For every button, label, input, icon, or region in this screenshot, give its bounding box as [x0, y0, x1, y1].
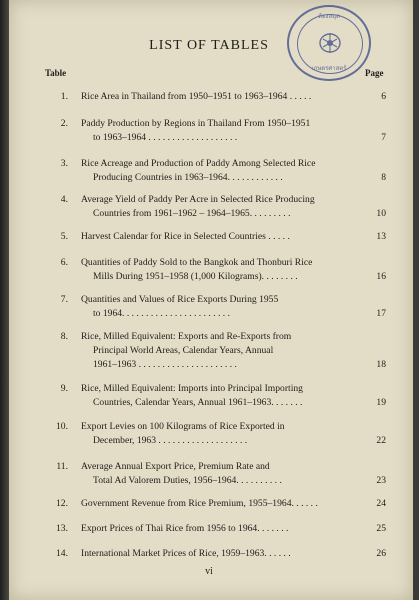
toc-entry-title: [81, 117, 366, 145]
toc-entry-line: International Market Prices of Rice, 1959–1963. . . . . .: [81, 548, 291, 559]
toc-entry-title: [81, 420, 366, 448]
toc-entry-title: [81, 256, 366, 284]
toc-entry-line: Rice, Milled Equivalent: Exports and Re-Exports from: [81, 331, 292, 342]
toc-entry-number: 1.: [60, 91, 68, 102]
stamp-bottom-text: เกษตรศาสตร์: [311, 65, 347, 72]
toc-entry-number: 6.: [60, 257, 68, 268]
toc-entry-line: Paddy Production by Regions in Thailand From 1950–1951: [81, 118, 311, 129]
toc-entry-line: Government Revenue from Rice Premium, 1955–1964. . . . . .: [81, 498, 318, 509]
toc-entry-number: 12.: [56, 498, 68, 509]
toc-entry-page: 18: [376, 359, 386, 370]
toc-entry-page: 6: [381, 91, 386, 102]
toc-entry-page: 25: [376, 523, 386, 534]
stamp-top-text: ห้องสมุด: [317, 13, 340, 20]
toc-entry-page: 23: [376, 475, 386, 486]
toc-entry-title: [81, 230, 366, 244]
toc-entry-line: to 1964. . . . . . . . . . . . . . . . . . . . . . .: [93, 308, 230, 319]
toc-entry-line: December, 1963 . . . . . . . . . . . . . . . . . . .: [93, 435, 248, 446]
toc-entry-line: Rice Area in Thailand from 1950–1951 to 1963–1964 . . . . .: [81, 91, 312, 102]
toc-entry-line: Quantities and Values of Rice Exports During 1955: [81, 294, 279, 305]
toc-entry-line: Mills During 1951–1958 (1,000 Kilograms). . . . . . . .: [93, 271, 298, 282]
book-spine-shadow: [0, 0, 9, 600]
toc-entry-title: [81, 157, 366, 185]
toc-entry-line: Rice, Milled Equivalent: Imports into Principal Importing: [81, 383, 303, 394]
toc-entry-title: [81, 460, 366, 488]
toc-entry-line: Average Yield of Paddy Per Acre in Selected Rice Producing: [81, 194, 315, 205]
toc-entry-number: 2.: [60, 118, 68, 129]
toc-entry-number: 10.: [56, 421, 68, 432]
toc-entry-line: Rice Acreage and Production of Paddy Among Selected Rice: [81, 158, 316, 169]
toc-entry-page: 24: [376, 498, 386, 509]
toc-entry-number: 3.: [60, 158, 68, 169]
toc-entry-line: 1961–1963 . . . . . . . . . . . . . . . . . . . . .: [93, 359, 237, 370]
toc-entry-title: [81, 382, 366, 410]
toc-entry-page: 22: [376, 435, 386, 446]
toc-entry-number: 8.: [60, 331, 68, 342]
toc-entry-number: 13.: [56, 523, 68, 534]
toc-entry-line: Average Annual Export Price, Premium Rate and: [81, 461, 270, 472]
toc-entry-number: 9.: [60, 383, 68, 394]
toc-entry-line: Total Ad Valorem Duties, 1956–1964. . . . . . . . . .: [93, 475, 282, 486]
toc-entry-number: 7.: [60, 294, 68, 305]
toc-entry-page: 26: [376, 548, 386, 559]
toc-entry-page: 7: [381, 132, 386, 143]
toc-entry-page: 8: [381, 172, 386, 183]
page-title: LIST OF TABLES: [149, 38, 269, 53]
toc-entry-line: Countries, Calendar Years, Annual 1961–1963. . . . . . .: [93, 397, 303, 408]
toc-entry-number: 11.: [56, 461, 68, 472]
toc-entry-page: 19: [376, 397, 386, 408]
toc-entry-line: Countries from 1961–1962 – 1964–1965. . . . . . . . .: [93, 208, 291, 219]
toc-entry-page: 16: [376, 271, 386, 282]
toc-entry-page: 17: [376, 308, 386, 319]
toc-entry-page: 10: [376, 208, 386, 219]
toc-entry-title: [81, 293, 366, 321]
toc-entry-line: Export Levies on 100 Kilograms of Rice Exported in: [81, 421, 285, 432]
toc-entry-title: [81, 522, 366, 536]
toc-entry-number: 5.: [60, 231, 68, 242]
toc-entry-title: [81, 193, 366, 221]
toc-entry-number: 4.: [60, 194, 68, 205]
toc-entry-title: [81, 330, 366, 372]
toc-entry-page: 13: [376, 231, 386, 242]
toc-entry-line: Export Prices of Thai Rice from 1956 to 1964. . . . . . .: [81, 523, 289, 534]
toc-entry-line: Harvest Calendar for Rice in Selected Countries . . . . .: [81, 231, 290, 242]
toc-entry-title: [81, 497, 366, 511]
toc-entry-line: Producing Countries in 1963–1964. . . . . . . . . . . .: [93, 172, 283, 183]
toc-entry-line: Principal World Areas, Calendar Years, Annual: [93, 345, 274, 356]
toc-entry-line: to 1963–1964 . . . . . . . . . . . . . . . . . . .: [93, 132, 238, 143]
toc-entry-title: [81, 90, 366, 104]
page-number: vi: [205, 566, 213, 577]
table-column-header: Table: [45, 68, 67, 78]
toc-entry-line: Quantities of Paddy Sold to the Bangkok and Thonburi Rice: [81, 257, 313, 268]
toc-entry-number: 14.: [56, 548, 68, 559]
toc-entry-title: [81, 547, 366, 561]
page-column-header: Page: [365, 68, 384, 78]
